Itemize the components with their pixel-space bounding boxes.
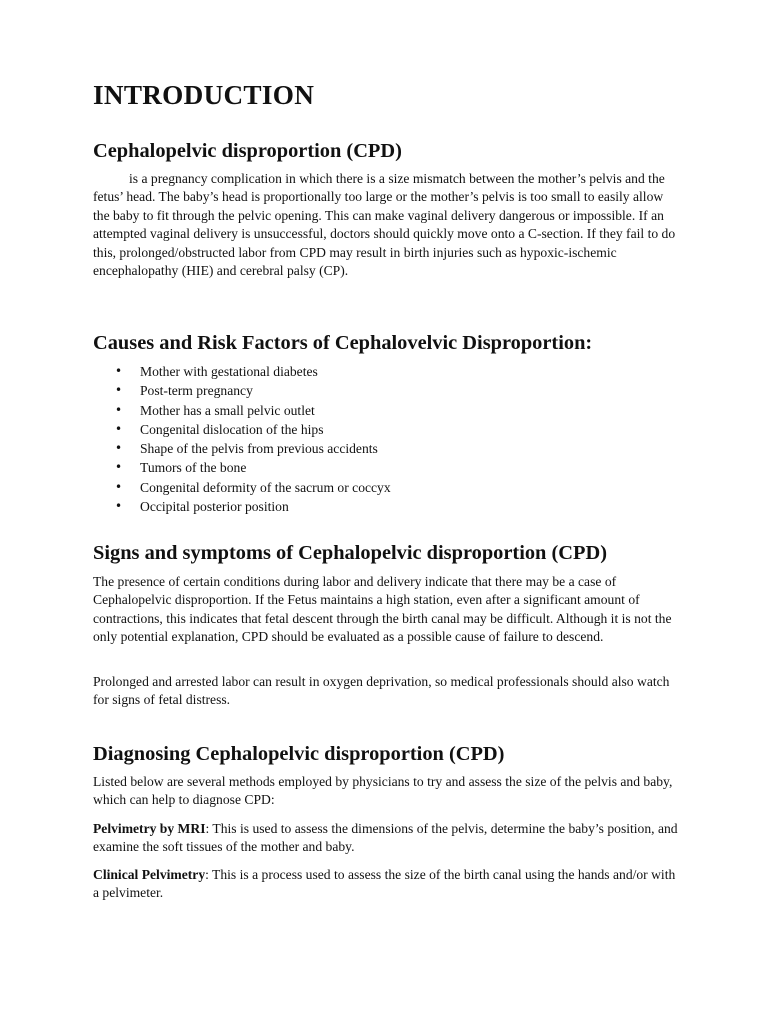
list-item: • Mother with gestational diabetes [93,362,391,381]
causes-heading: Causes and Risk Factors of Cephalovelvic Disproportion: [93,332,593,354]
method-mri-paragraph [93,820,683,857]
list-item: • Tumors of the bone [93,458,391,477]
diagnosing-heading: Diagnosing Cephalopelvic disproportion (CPD) [93,743,505,765]
list-item: • Occipital posterior position [93,497,391,516]
list-item: • Post-term pregnancy [93,381,391,400]
list-item: • Congenital dislocation of the hips [93,420,391,439]
signs-paragraph-2: Prolonged and arrested labor can result in oxygen deprivation, so medical professionals should also watch for signs of fetal distress. [93,674,670,708]
method-mri-term: Pelvimetry by MRI [93,821,206,836]
method-mri-description: : This is used to assess the dimensions of the pelvis, determine the baby’s position, and examine the soft tissues of the mother and baby. [93,821,678,855]
diagnosing-intro-paragraph: Listed below are several methods employed by physicians to try and assess the size of the pelvis and baby, which can help to diagnose CPD: [93,774,673,808]
list-item: • Shape of the pelvis from previous accidents [93,439,391,458]
causes-list [93,362,391,516]
cpd-definition-paragraph: is a pregnancy complication in which there is a size mismatch between the mother’s pelvis and the fetus’ head. The baby’s head is proportionally too large or the mother’s pelvis is too small to easily allow the baby to fit through the pelvic opening. This can make vaginal delivery dangerous or impossible. If an attempted vaginal delivery is unsuccessful, doctors should quickly move onto a C-section. If they fail to do this, prolonged/obstructed labor from CPD may result in birth injuries such as hypoxic-ischemic encephalopathy (HIE) and cerebral palsy (CP). [93,171,676,279]
signs-paragraph-1: The presence of certain conditions during labor and delivery indicate that there may be a case of Cephalopelvic disproportion. If the Fetus maintains a high station, even after a significant amount of contractions, this indicates that fetal descent through the birth canal may be difficult. Although it is not the only potential explanation, CPD should be evaluated as a possible cause of failure to descend. [93,574,672,645]
list-item: • Congenital deformity of the sacrum or coccyx [93,478,391,497]
method-clinical-term: Clinical Pelvimetry [93,867,206,882]
list-item: • Mother has a small pelvic outlet [93,401,391,420]
method-clinical-description: : This is a process used to assess the size of the birth canal using the hands and/or with a pelvimeter. [93,867,676,901]
introduction-heading: INTRODUCTION [93,80,315,110]
cpd-heading: Cephalopelvic disproportion (CPD) [93,140,402,162]
signs-heading: Signs and symptoms of Cephalopelvic disproportion (CPD) [93,542,607,564]
method-clinical-paragraph [93,866,683,903]
